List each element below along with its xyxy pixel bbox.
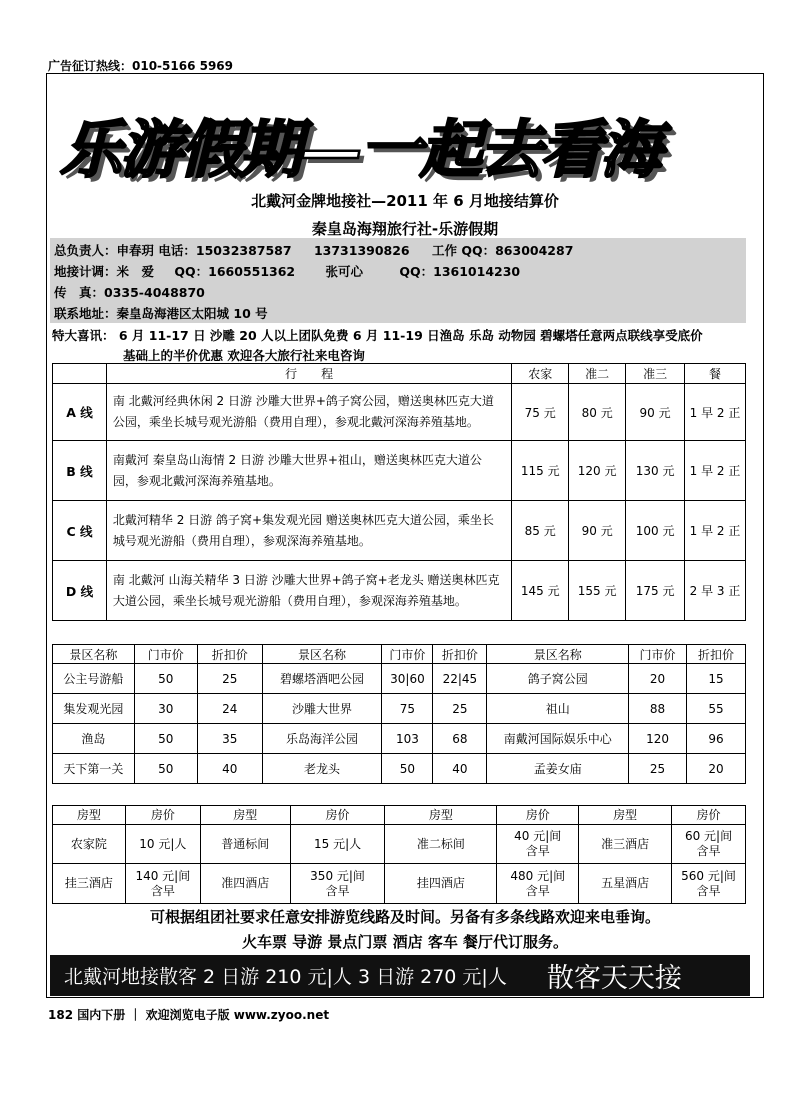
room-cell: 40 元|间 含早 [497, 825, 579, 864]
sight-cell: 孟姜女庙 [487, 754, 629, 784]
sight-cell: 30 [134, 694, 197, 724]
sight-cell: 25 [433, 694, 487, 724]
sight-cell: 15 [687, 664, 746, 694]
room-cell: 准二标间 [385, 825, 497, 864]
sight-cell: 40 [197, 754, 262, 784]
phone-1: 15032387587 [195, 243, 292, 258]
route-price-quasi2: 120 元 [569, 441, 626, 501]
route-meals: 1 早 2 正 [685, 501, 746, 561]
sight-cell: 渔岛 [53, 724, 135, 754]
page-footer: 182 国内下册 ｜ 欢迎浏览电子版 www.zyoo.net [48, 1008, 330, 1022]
planner-2-qq-label: QQ： [399, 264, 434, 279]
contact-row-manager [54, 241, 573, 259]
sight-header: 折扣价 [433, 645, 487, 664]
room-header: 房价 [125, 806, 200, 825]
sight-row [53, 694, 746, 724]
sight-cell: 公主号游船 [53, 664, 135, 694]
room-cell: 农家院 [53, 825, 126, 864]
route-meals: 1 早 2 正 [685, 441, 746, 501]
route-header-row [53, 364, 746, 384]
route-header-meal: 餐 [685, 364, 746, 384]
room-cell: 准三酒店 [579, 825, 672, 864]
sight-cell: 老龙头 [262, 754, 382, 784]
contact-row-fax [54, 283, 205, 301]
sight-cell: 96 [687, 724, 746, 754]
sight-header: 景区名称 [262, 645, 382, 664]
sight-cell: 20 [687, 754, 746, 784]
contact-row-address [54, 304, 268, 322]
sight-cell: 50 [382, 754, 433, 784]
sight-cell: 20 [629, 664, 687, 694]
room-header: 房型 [385, 806, 497, 825]
sight-cell: 50 [134, 754, 197, 784]
route-header-itinerary: 行 程 [106, 364, 511, 384]
room-row [53, 864, 746, 904]
sight-cell: 120 [629, 724, 687, 754]
route-price-farmhouse: 115 元 [512, 441, 569, 501]
planner-2-name: 张可心 [325, 264, 364, 279]
route-row-a [53, 384, 746, 441]
route-line: C 线 [53, 501, 107, 561]
note-services: 火车票 导游 景点门票 酒店 客车 餐厅代订服务。 [241, 933, 569, 951]
room-price-table [52, 805, 746, 904]
route-row-c [53, 501, 746, 561]
sight-cell: 68 [433, 724, 487, 754]
tour-price-text: 北戴河地接散客 2 日游 210 元|人 3 日游 270 元|人 [64, 966, 507, 988]
planner-label: 地接计调： [54, 264, 117, 279]
room-cell: 350 元|间 含早 [290, 864, 385, 904]
sight-cell: 25 [197, 664, 262, 694]
room-cell: 准四酒店 [200, 864, 290, 904]
sight-cell: 50 [134, 664, 197, 694]
route-price-quasi3: 90 元 [626, 384, 685, 441]
route-price-quasi2: 80 元 [569, 384, 626, 441]
route-price-farmhouse: 75 元 [512, 384, 569, 441]
room-cell: 10 元|人 [125, 825, 200, 864]
sight-cell: 30|60 [382, 664, 433, 694]
sight-header: 景区名称 [487, 645, 629, 664]
sight-cell: 25 [629, 754, 687, 784]
room-cell: 140 元|间 含早 [125, 864, 200, 904]
room-header: 房价 [290, 806, 385, 825]
route-price-quasi2: 155 元 [569, 561, 626, 621]
manager-name: 申春玥 [116, 243, 155, 258]
route-description: 南 北戴河经典休闲 2 日游 沙雕大世界+鸽子窝公园，赠送奥林匹克大道公园，乘坐长城号观光游船（费用自理），参观北戴河深海养殖基地。 [106, 384, 511, 441]
sight-cell: 乐岛海洋公园 [262, 724, 382, 754]
banner-title: 乐游假期—一起去看海 [60, 113, 661, 186]
promo-line-2: 基础上的半价优惠 欢迎各大旅行社来电咨询 [123, 348, 365, 363]
route-line: D 线 [53, 561, 107, 621]
sight-cell: 祖山 [487, 694, 629, 724]
work-qq-label: 工作 QQ： [432, 243, 496, 258]
room-cell: 560 元|间 含早 [672, 864, 746, 904]
sight-cell: 50 [134, 724, 197, 754]
contact-block [50, 238, 746, 323]
sight-cell: 103 [382, 724, 433, 754]
route-header-farmhouse: 农家 [512, 364, 569, 384]
sight-header: 景区名称 [53, 645, 135, 664]
fax-label: 传 真： [54, 285, 105, 300]
planner-1-name: 米 爱 [116, 264, 155, 279]
manager-label: 总负责人： [54, 243, 117, 258]
route-meals: 1 早 2 正 [685, 384, 746, 441]
route-row-d [53, 561, 746, 621]
sight-header: 折扣价 [197, 645, 262, 664]
room-header: 房价 [672, 806, 746, 825]
route-header-blank [53, 364, 107, 384]
sight-cell: 40 [433, 754, 487, 784]
route-price-farmhouse: 85 元 [512, 501, 569, 561]
note-routes: 可根据组团社要求任意安排游览线路及时间。另备有多条线路欢迎来电垂询。 [149, 908, 660, 926]
room-cell: 60 元|间 含早 [672, 825, 746, 864]
sight-header: 门市价 [382, 645, 433, 664]
room-header-row [53, 806, 746, 825]
route-meals: 2 早 3 正 [685, 561, 746, 621]
room-header: 房型 [579, 806, 672, 825]
route-description: 南戴河 秦皇岛山海情 2 日游 沙雕大世界+祖山，赠送奥林匹克大道公园，参观北戴河深海养殖基地。 [106, 441, 511, 501]
fax-number: 0335-4048870 [104, 285, 205, 300]
room-header: 房型 [53, 806, 126, 825]
tour-highlight: 散客天天接 [546, 963, 682, 994]
route-line: B 线 [53, 441, 107, 501]
ad-hotline: 广告征订热线：010-5166 5969 [48, 59, 234, 73]
route-description: 南 北戴河 山海关精华 3 日游 沙雕大世界+鸽子窝+老龙头 赠送奥林匹克大道公园，乘坐长城号观光游船（费用自理），参观深海养殖基地。 [106, 561, 511, 621]
sight-cell: 35 [197, 724, 262, 754]
route-price-quasi3: 100 元 [626, 501, 685, 561]
room-header: 房价 [497, 806, 579, 825]
sight-cell: 鸽子窝公园 [487, 664, 629, 694]
route-header-quasi2: 准二 [569, 364, 626, 384]
tour-price-bar [50, 955, 750, 996]
planner-2-qq: 1361014230 [433, 264, 521, 279]
sight-cell: 75 [382, 694, 433, 724]
route-header-quasi3: 准三 [626, 364, 685, 384]
sight-row [53, 664, 746, 694]
address-label: 联系地址： [54, 306, 117, 321]
room-cell: 480 元|间 含早 [497, 864, 579, 904]
route-price-farmhouse: 145 元 [512, 561, 569, 621]
planner-1-qq-label: QQ： [174, 264, 209, 279]
promo-line-1: 特大喜讯： 6 月 11-17 日 沙雕 20 人以上团队免费 6 月 11-19 日渔岛 乐岛 动物园 碧螺塔任意两点联线享受底价 [52, 328, 703, 343]
room-cell: 15 元|人 [290, 825, 385, 864]
room-header: 房型 [200, 806, 290, 825]
route-description: 北戴河精华 2 日游 鸽子窝+集发观光园 赠送奥林匹克大道公园，乘坐长城号观光游船（费用自理），参观深海养殖基地。 [106, 501, 511, 561]
address: 秦皇岛海港区太阳城 10 号 [116, 306, 268, 321]
sight-cell: 南戴河国际娱乐中心 [487, 724, 629, 754]
route-price-quasi3: 175 元 [626, 561, 685, 621]
route-row-b [53, 441, 746, 501]
room-cell: 普通标间 [200, 825, 290, 864]
planner-1-qq: 1660551362 [208, 264, 296, 279]
sight-cell: 天下第一关 [53, 754, 135, 784]
sight-cell: 集发观光园 [53, 694, 135, 724]
room-row [53, 825, 746, 864]
route-price-quasi2: 90 元 [569, 501, 626, 561]
sight-header: 门市价 [134, 645, 197, 664]
sight-header: 门市价 [629, 645, 687, 664]
sight-row [53, 754, 746, 784]
sight-cell: 沙雕大世界 [262, 694, 382, 724]
room-cell: 挂四酒店 [385, 864, 497, 904]
route-line: A 线 [53, 384, 107, 441]
contact-row-planners [54, 262, 520, 280]
route-price-table [52, 363, 746, 621]
work-qq: 863004287 [495, 243, 574, 258]
scenic-spot-price-table [52, 644, 746, 784]
phone-2: 13731390826 [313, 243, 410, 258]
sight-header-row [53, 645, 746, 664]
sight-cell: 24 [197, 694, 262, 724]
heading-main: 北戴河金牌地接社—2011 年 6 月地接结算价 [251, 192, 559, 210]
sight-header: 折扣价 [687, 645, 746, 664]
sight-row [53, 724, 746, 754]
room-cell: 五星酒店 [579, 864, 672, 904]
phone-label: 电话： [158, 243, 196, 258]
sight-cell: 88 [629, 694, 687, 724]
sight-cell: 22|45 [433, 664, 487, 694]
heading-agency: 秦皇岛海翔旅行社-乐游假期 [311, 220, 499, 238]
sight-cell: 碧螺塔酒吧公园 [262, 664, 382, 694]
room-cell: 挂三酒店 [53, 864, 126, 904]
sight-cell: 55 [687, 694, 746, 724]
route-price-quasi3: 130 元 [626, 441, 685, 501]
